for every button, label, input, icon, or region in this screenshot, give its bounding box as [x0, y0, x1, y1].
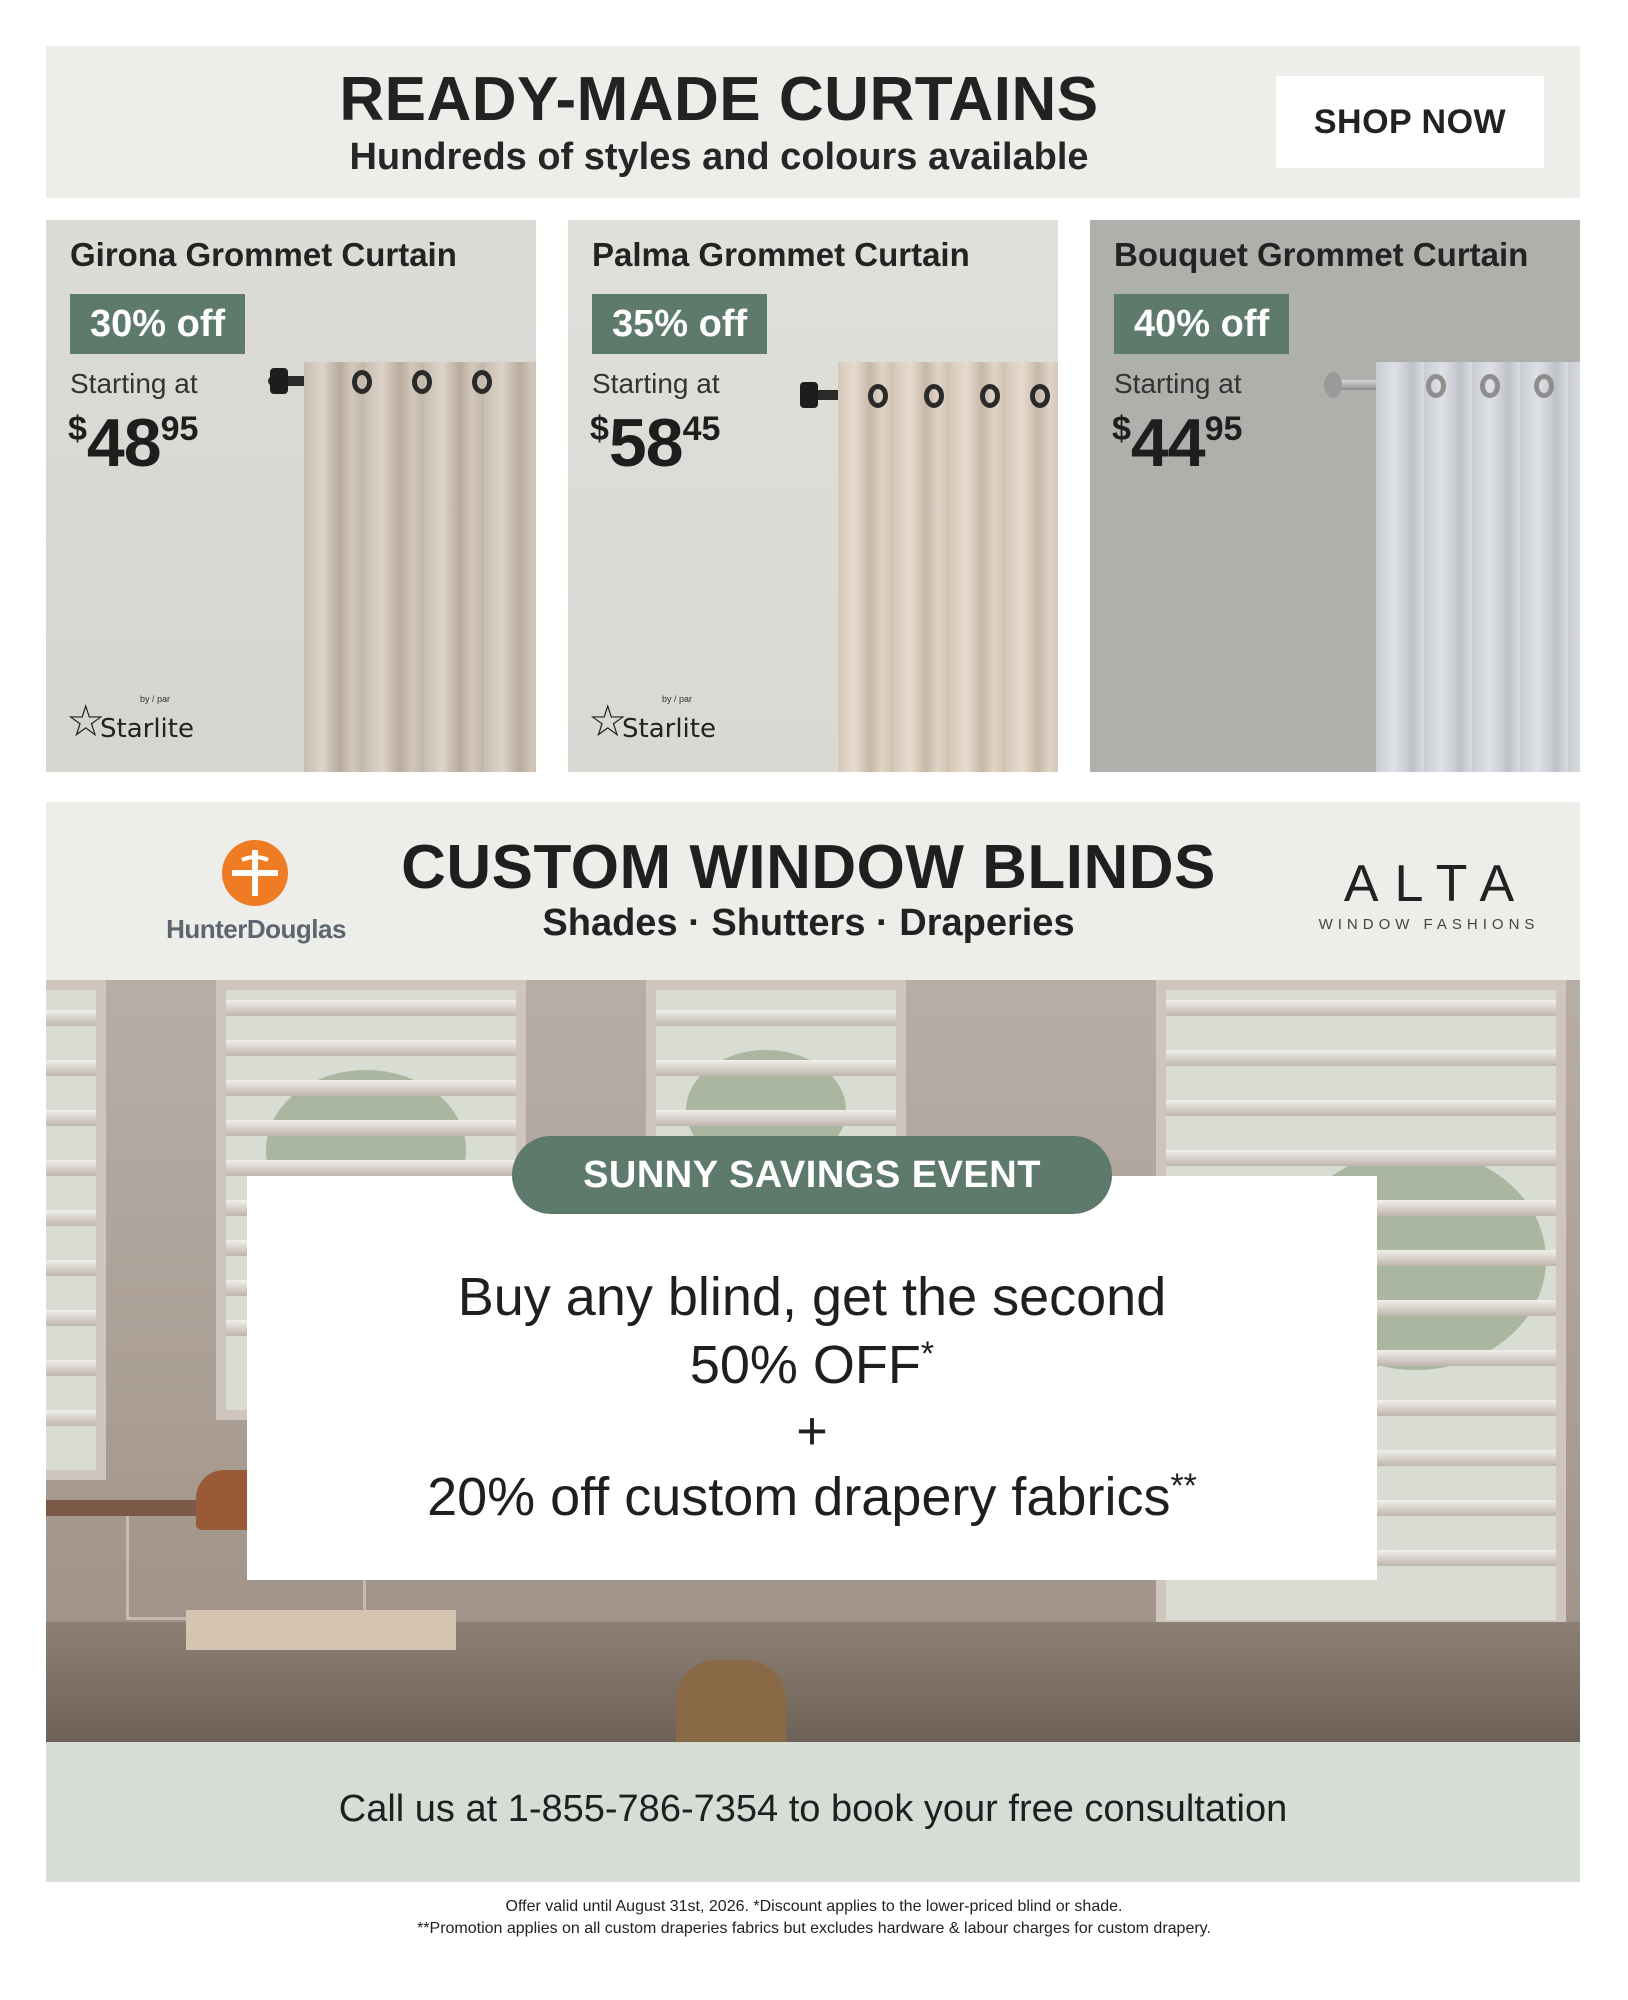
- rod-finial: [1324, 372, 1342, 398]
- rod-finial: [800, 382, 818, 408]
- product-card-palma[interactable]: [568, 220, 1058, 772]
- consultation-bar: [46, 1742, 1580, 1882]
- shop-now-button[interactable]: SHOP NOW: [1276, 76, 1544, 168]
- star-icon: ☆: [66, 697, 106, 746]
- star-icon: ☆: [588, 697, 628, 746]
- call-to-action[interactable]: Call us at 1-855-786-7354 to book your free consultation: [338, 1788, 1288, 1830]
- grommet: [980, 384, 1000, 408]
- brand-prefix: by / par: [662, 694, 693, 704]
- product-name: Palma Grommet Curtain: [592, 236, 970, 273]
- banner-title: READY-MADE CURTAINS: [339, 65, 1099, 134]
- alta-wordmark: ALTA: [1343, 855, 1531, 913]
- price-currency: $: [68, 410, 87, 448]
- window-left: [46, 980, 106, 1480]
- alta-tagline: WINDOW FASHIONS: [1318, 916, 1540, 933]
- grommet: [472, 370, 492, 394]
- ready-made-banner: [46, 46, 1580, 198]
- blinds-title: CUSTOM WINDOW BLINDS: [401, 833, 1216, 902]
- price-cents: 95: [1204, 410, 1243, 448]
- basket: [676, 1660, 786, 1742]
- grommet: [412, 370, 432, 394]
- starting-at-label: Starting at: [1114, 368, 1242, 399]
- price-cents: 95: [160, 410, 199, 448]
- grommet: [868, 384, 888, 408]
- brand-name: Starlite: [100, 714, 194, 744]
- starting-at-label: Starting at: [70, 368, 198, 399]
- grommet: [1534, 374, 1554, 398]
- product-name: Bouquet Grommet Curtain: [1114, 236, 1529, 273]
- promo-50-off-mark: *: [920, 1335, 935, 1373]
- chair-seat: [186, 1610, 456, 1650]
- price-currency: $: [1112, 410, 1131, 448]
- discount-badge: 30% off: [70, 294, 245, 354]
- starlite-logo: [588, 694, 728, 750]
- product-card-girona[interactable]: [46, 220, 536, 772]
- curtain-image: [1376, 362, 1580, 772]
- brand-name: Starlite: [622, 714, 716, 744]
- price-dollars: 44: [1130, 405, 1205, 481]
- fine-print-2: **Promotion applies on all custom draperies fabrics but excludes hardware & labour charges for custom drapery.: [417, 1920, 1211, 1937]
- grommet: [1426, 374, 1446, 398]
- starting-at-label: Starting at: [592, 368, 720, 399]
- promo-line-2: [247, 1334, 1377, 1396]
- product-name: Girona Grommet Curtain: [70, 236, 457, 273]
- curtain-image: [304, 362, 536, 772]
- discount-badge: 40% off: [1114, 294, 1289, 354]
- rod-finial: [270, 368, 288, 394]
- custom-blinds-header: [46, 802, 1580, 980]
- fine-print-1: Offer valid until August 31st, 2026. *Discount applies to the lower-priced blind or shade.: [505, 1898, 1123, 1915]
- price-cents: 45: [682, 410, 721, 448]
- promo-drapery-mark: **: [1170, 1467, 1197, 1505]
- blinds-subtitle: Shades · Shutters · Draperies: [542, 902, 1075, 944]
- sunny-savings-pill: SUNNY SAVINGS EVENT: [512, 1136, 1112, 1214]
- discount-badge: 35% off: [592, 294, 767, 354]
- promo-line-plus: +: [796, 1401, 828, 1461]
- desk: [46, 1500, 196, 1516]
- hunter-douglas-wordmark: HunterDouglas: [166, 914, 346, 944]
- starlite-logo: [66, 694, 206, 750]
- curtain-image: [838, 362, 1058, 772]
- product-card-bouquet[interactable]: [1090, 220, 1580, 772]
- price-currency: $: [590, 410, 609, 448]
- grommet: [1480, 374, 1500, 398]
- price-dollars: 58: [608, 405, 683, 481]
- price-dollars: 48: [86, 405, 161, 481]
- hunter-douglas-logo: [156, 840, 356, 950]
- promo-line-1: Buy any blind, get the second: [457, 1267, 1167, 1327]
- product-price: [1112, 404, 1242, 482]
- grommet: [924, 384, 944, 408]
- hunter-douglas-mark-icon: [222, 840, 288, 906]
- promo-drapery: 20% off custom drapery fabrics: [427, 1467, 1171, 1527]
- product-price: [68, 404, 198, 482]
- grommet: [1030, 384, 1050, 408]
- alta-logo: [1306, 854, 1552, 933]
- banner-subtitle: Hundreds of styles and colours available: [349, 136, 1089, 178]
- promo-line-4: [247, 1466, 1377, 1528]
- product-price: [590, 404, 720, 482]
- promo-50-off: 50% OFF: [689, 1335, 921, 1395]
- brand-prefix: by / par: [140, 694, 171, 704]
- grommet: [352, 370, 372, 394]
